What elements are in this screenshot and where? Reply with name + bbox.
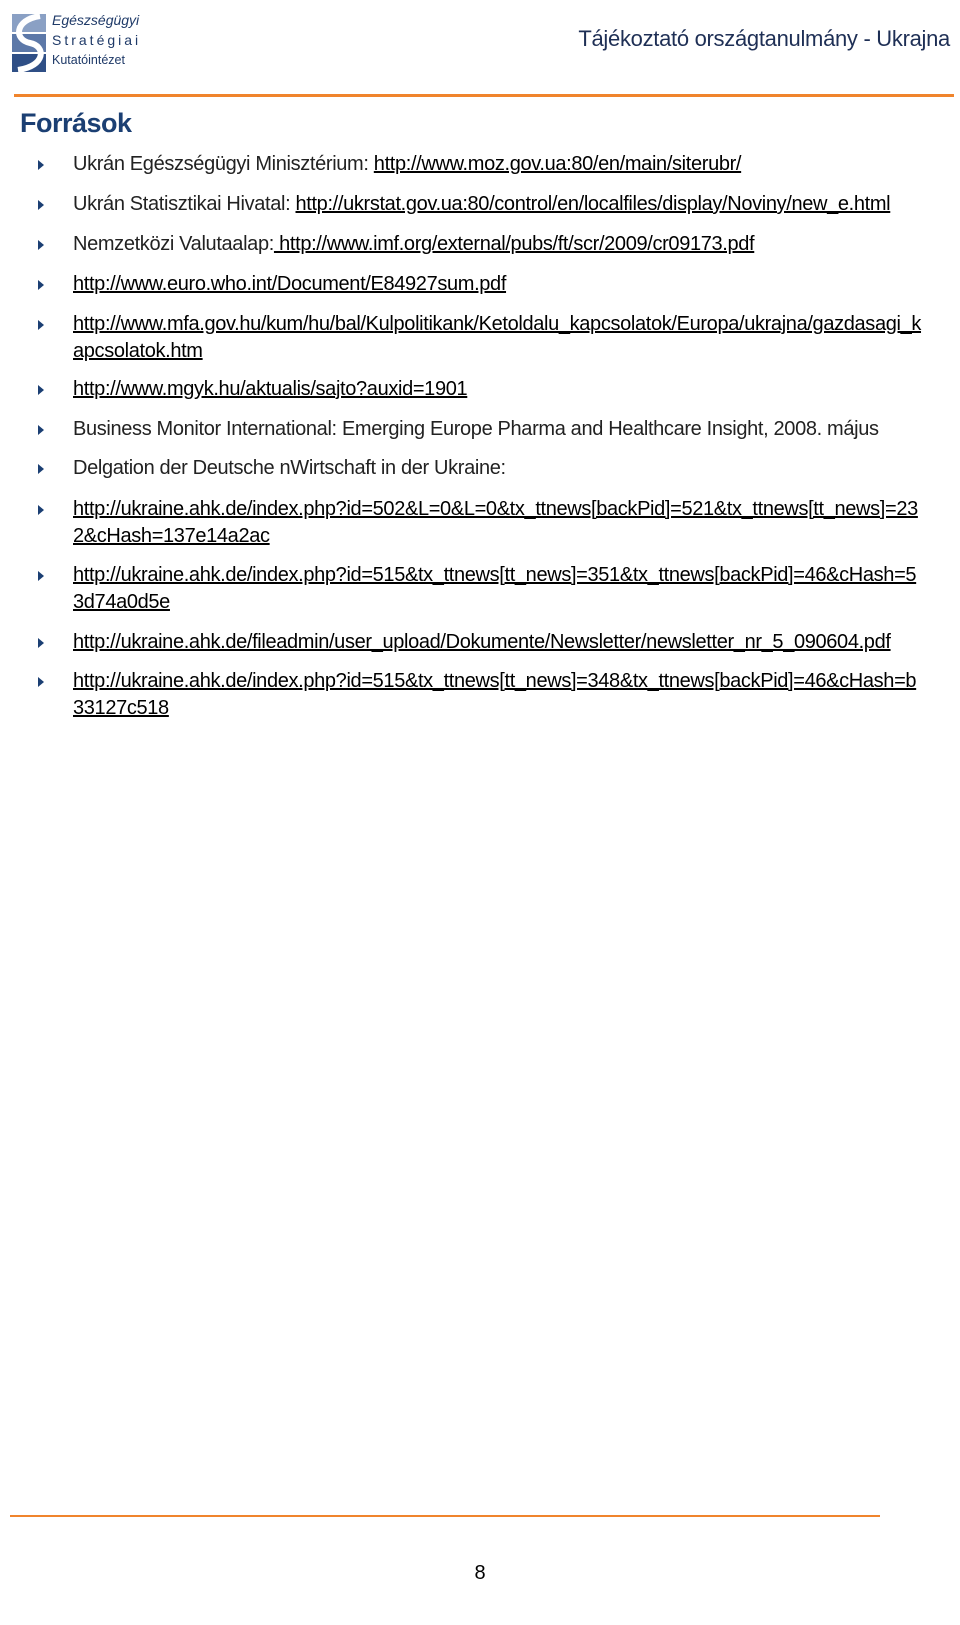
source-link[interactable]: http://www.moz.gov.ua:80/en/main/siterubr/: [373, 153, 742, 175]
footer-divider: [10, 1515, 880, 1517]
source-label: Nemzetközi Valutaalap:: [73, 233, 274, 255]
header-divider: [14, 94, 954, 97]
source-link[interactable]: http://ukraine.ahk.de/index.php?id=502&L=0&L=0&tx_ttnews[backPid]=521&tx_ttnews[tt_news]=232&cHash=137e14a2ac: [73, 498, 918, 547]
source-link[interactable]: http://www.mgyk.hu/aktualis/sajto?auxid=1901: [73, 378, 468, 400]
logo-line-2: Stratégiai: [52, 32, 142, 48]
source-label: Business Monitor International: Emerging Europe Pharma and Healthcare Insight, 2008. május: [73, 418, 879, 440]
source-label: Ukrán Egészségügyi Minisztérium:: [73, 153, 374, 175]
section-heading: Források: [20, 108, 132, 138]
source-link[interactable]: http://www.imf.org/external/pubs/ft/scr/2009/cr09173.pdf: [273, 233, 755, 255]
bullet-arrow-icon: [38, 425, 44, 435]
source-link[interactable]: http://ukraine.ahk.de/fileadmin/user_upload/Dokumente/Newsletter/newsletter_nr_5_090604.pdf: [73, 631, 891, 653]
bullet-arrow-icon: [38, 464, 44, 474]
bullet-arrow-icon: [38, 320, 44, 330]
logo-line-3: Kutatóintézet: [52, 53, 125, 67]
source-link[interactable]: http://ukraine.ahk.de/index.php?id=515&tx_ttnews[tt_news]=348&tx_ttnews[backPid]=46&cHash=b33127c518: [73, 670, 917, 719]
bullet-arrow-icon: [38, 505, 44, 515]
source-link[interactable]: http://www.mfa.gov.hu/kum/hu/bal/Kulpolitikank/Ketoldalu_kapcsolatok/Europa/ukrajna/gazdasagi_kapcsolatok.htm: [73, 313, 922, 362]
bullet-arrow-icon: [38, 240, 44, 250]
bullet-arrow-icon: [38, 571, 44, 581]
bullet-arrow-icon: [38, 385, 44, 395]
bullet-arrow-icon: [38, 280, 44, 290]
source-link[interactable]: http://ukrstat.gov.ua:80/control/en/localfiles/display/Noviny/new_e.html: [295, 193, 891, 215]
source-link[interactable]: http://ukraine.ahk.de/index.php?id=515&tx_ttnews[tt_news]=351&tx_ttnews[backPid]=46&cHash=53d74a0d5e: [73, 564, 917, 613]
bullet-arrow-icon: [38, 160, 44, 170]
document-title: Tájékoztató országtanulmány - Ukrajna: [578, 26, 950, 51]
source-label: Delgation der Deutsche nWirtschaft in der Ukraine:: [73, 457, 506, 479]
bullet-arrow-icon: [38, 677, 44, 687]
logo-line-1: Egészségügyi: [52, 12, 140, 28]
bullet-arrow-icon: [38, 638, 44, 648]
bullet-arrow-icon: [38, 200, 44, 210]
source-label: Ukrán Statisztikai Hivatal:: [73, 193, 296, 215]
institute-logo: [10, 10, 140, 80]
source-link[interactable]: http://www.euro.who.int/Document/E84927sum.pdf: [73, 273, 507, 295]
page-number: 8: [474, 1562, 486, 1584]
logo-mark-icon: [10, 10, 50, 76]
